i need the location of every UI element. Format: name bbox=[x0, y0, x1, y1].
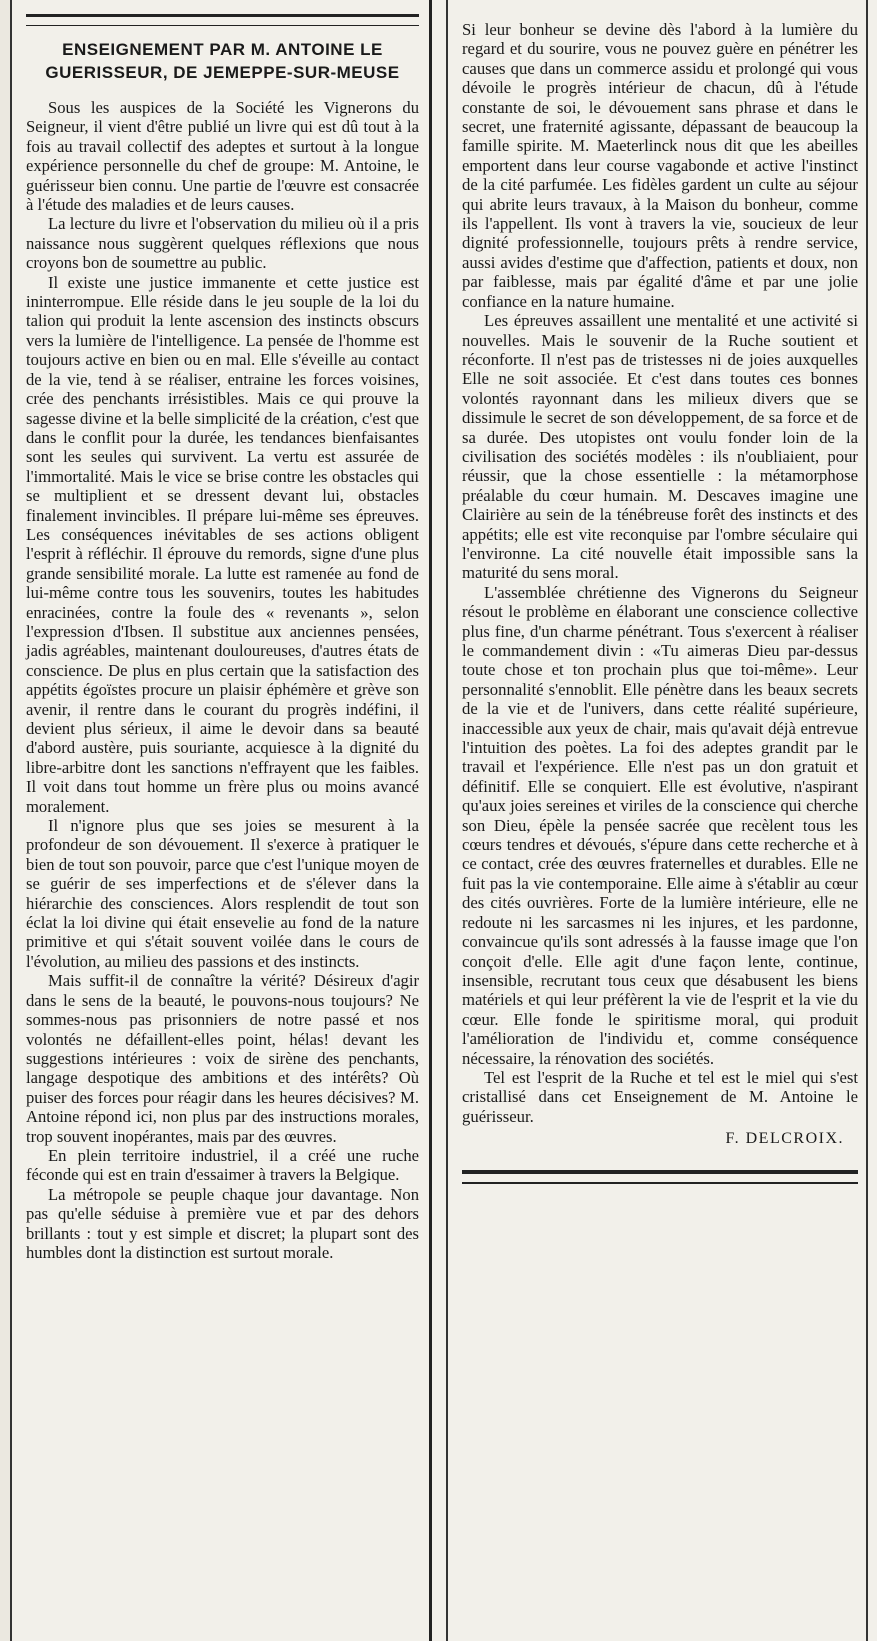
adjacent-column-edge bbox=[0, 0, 12, 1641]
article-column-right bbox=[446, 0, 868, 1641]
paragraph: L'assemblée chrétienne des Vignerons du Seigneur résout le problème en élaborant une conscience collective plus fine, d'un charme pénétrant. Tous s'exercent à réaliser le commandement divin : «Tu aimeras Dieu par-dessus toute chose et ton prochain plus que toi-même». Leur personnalité s'ennoblit. Elle pénètre dans les beaux secrets de la vie et de l'univers, dans cette réalité supérieure, inaccessible aux yeux de chair, mais qu'avait déjà entrevue l'intuition des poètes. La foi des adeptes grandit par le travail et l'expérience. Elle n'est pas un don gratuit et définitif. Elle se conquiert. Elle est évolutive, n'aspirant qu'aux joies sereines et viriles de la conscience qui cherche son Dieu, épèle la pensée sacrée que recèlent tous les cœurs tendres et dévoués, s'épure dans cette recherche et à ce contact, crée des œuvres fraternelles et durables. Elle ne fuit pas la vie contemporaine. Elle aime à s'établir au cœur des cités ouvrières. Forte de la lumière intérieure, elle ne redoute ni les sarcasmes ni les injures, et les pardonne, convaincue qu'ils sont adressés à la fausse image que l'on conçoit d'elle. Elle agit d'une façon lente, continue, insensible, recrutant tous ceux que désabusent les biens matériels et qui leur préfèrent la vie de l'esprit et la vie du cœur. Elle fonde le spiritisme moral, qui produit l'amélioration de l'individu et, comme conséquence nécessaire, la rénovation des sociétés. bbox=[462, 582, 858, 1068]
paragraph: Il existe une justice immanente et cette justice est ininterrompue. Elle réside dans le jeu souple de la loi du talion qui produit la lente ascension des instincts obscurs vers la lumière de l'intelligence. La pensée de l'homme est toujours active en bien ou en mal. Elle s'éveille au contact de la vie, tend à se réaliser, entraine les forces voisines, crée des penchants irrésistibles. Mais ce qui prouve la sagesse divine et la belle simplicité de la création, c'est que dans le conflit pour la durée, les tendances bienfaisantes sont les seules qui survivent. La vertu est assurée de l'immortalité. Mais le vice se brise contre les obstacles qui se multiplient et se dressent devant lui, obstacles finalement invincibles. Il prépare lui-même ses épreuves. Les conséquences inévitables de ses actions obligent l'esprit à réfléchir. Il éprouve du remords, signe d'une plus grande sensibilité morale. La lutte est ramenée au fond de lui-même contre tous les souvenirs, toutes les habitudes enracinées, contre la foule des « revenants », selon l'expression d'Ibsen. Il substitue aux anciennes pensées, jadis agréables, maintenant douloureuses, d'autres états de conscience. De plus en plus certain que la satisfaction des appétits égoïstes procure un plaisir éphémère et grève son avenir, il rentre dans le courant du progrès indéfini, il devient plus sérieux, il aime le devoir dans sa beauté d'abord austère, puis souriante, acquiesce à la dignité du libre-arbitre dont les sanctions n'effrayent que les faibles. Il voit dans tout homme un frère plus ou moins avancé moralement. bbox=[26, 272, 419, 816]
paragraph: En plein territoire industriel, il a créé une ruche féconde qui est en train d'essaimer à travers la Belgique. bbox=[26, 1145, 419, 1185]
article-column-left bbox=[14, 0, 432, 1641]
end-rule bbox=[462, 1170, 858, 1184]
paragraph: Mais suffit-il de connaître la vérité? Désireux d'agir dans le sens de la beauté, le pouvons-nous toujours? Ne sommes-nous pas prisonniers de notre passé et nos volontés ne défaillent-elles point, hélas! devant les suggestions intérieures : voix de sirène des penchants, langage despotique des ambitions et des intérêts? Où puiser des forces pour réagir dans les heures décisives? M. Antoine répond ici, non plus par des instructions morales, trop souvent inopérantes, mais par des œuvres. bbox=[26, 971, 419, 1146]
top-rule bbox=[26, 14, 419, 26]
article-headline: ENSEIGNEMENT PAR M. ANTOINE LE GUERISSEUR, DE JEMEPPE-SUR-MEUSE bbox=[45, 40, 400, 82]
author-signature: F. DELCROIX. bbox=[725, 1130, 844, 1148]
paragraph: Tel est l'esprit de la Ruche et tel est le miel qui s'est cristallisé dans cet Enseignement de M. Antoine le guérisseur. bbox=[462, 1067, 858, 1126]
paragraph: Si leur bonheur se devine dès l'abord à la lumière du regard et du sourire, vous ne pouvez guère en pénétrer les causes que dans un commerce assidu et prolongé qui vous dévoile le progrès intérieur de chacun, dû à l'étude constante de soi, le dévouement sans phrase et dans le secret, une fraternité agissante, dépassant de beaucoup la famille spirite. M. Maeterlinck nous dit que les abeilles emportent dans leur course vagabonde et active l'instinct de la cité parfumée. Les fidèles gardent un culte au séjour qui abrite leurs travaux, à la Maison du bonheur, comme ils l'appellent. Ils vont à travers la vie, soucieux de leur dignité professionnelle, toujours prêts à rendre service, aussi avides d'estime que d'affection, patients et doux, non par faiblesse, mais par égalité d'âme et par une jolie confiance en la nature humaine. bbox=[462, 20, 858, 311]
paragraph: La métropole se peuple chaque jour davantage. Non pas qu'elle séduise à première vue et par des dehors brillants : tout y est simple et discret; la plupart sont des humbles dont la distinction est surtout morale. bbox=[26, 1184, 419, 1262]
paragraph: Sous les auspices de la Société les Vignerons du Seigneur, il vient d'être publié un livre qui est dû tout à la fois au travail collectif des adeptes et surtout à la longue expérience personnelle du chef de groupe: M. Antoine, le guérisseur bien connu. Une partie de l'œuvre est consacrée à l'étude des maladies et de leurs causes. bbox=[26, 98, 419, 215]
paragraph: Les épreuves assaillent une mentalité et une activité si nouvelles. Mais le souvenir de la Ruche soutient et réconforte. Il n'est pas de tristesses ni de joies auxquelles Elle ne soit associée. Et c'est dans toutes ces bonnes volontés rayonnant dans les milieux divers que se dissimule le secret de son développement, de sa force et de sa durée. Des utopistes ont voulu fonder loin de la civilisation des sociétés modèles : ils n'oubliaient, pour réussir, que la chose essentielle : la métamorphose préalable du cœur humain. M. Descaves imagine une Clairière au sein de la ténébreuse forêt des instincts et des appétits; elle est vite reconquise par l'ombre séculaire qui l'environne. La cité nouvelle était impossible sans la maturité du sens moral. bbox=[462, 311, 858, 583]
paragraph: Il n'ignore plus que ses joies se mesurent à la profondeur de son dévouement. Il s'exerce à pratiquer le bien de tout son pouvoir, parce que c'est l'unique moyen de se guérir de ses imperfections et de s'élever dans la hiérarchie des consciences. Alors resplendit de tout son éclat la loi divine qui était ensevelie au fond de la nature primitive et qui s'était souvent voilée dans le cours de l'évolution, au milieu des passions et des instincts. bbox=[26, 816, 419, 971]
paragraph: La lecture du livre et l'observation du milieu où il a pris naissance nous suggèrent quelques réflexions que nous croyons bon de soumettre au public. bbox=[26, 214, 419, 273]
